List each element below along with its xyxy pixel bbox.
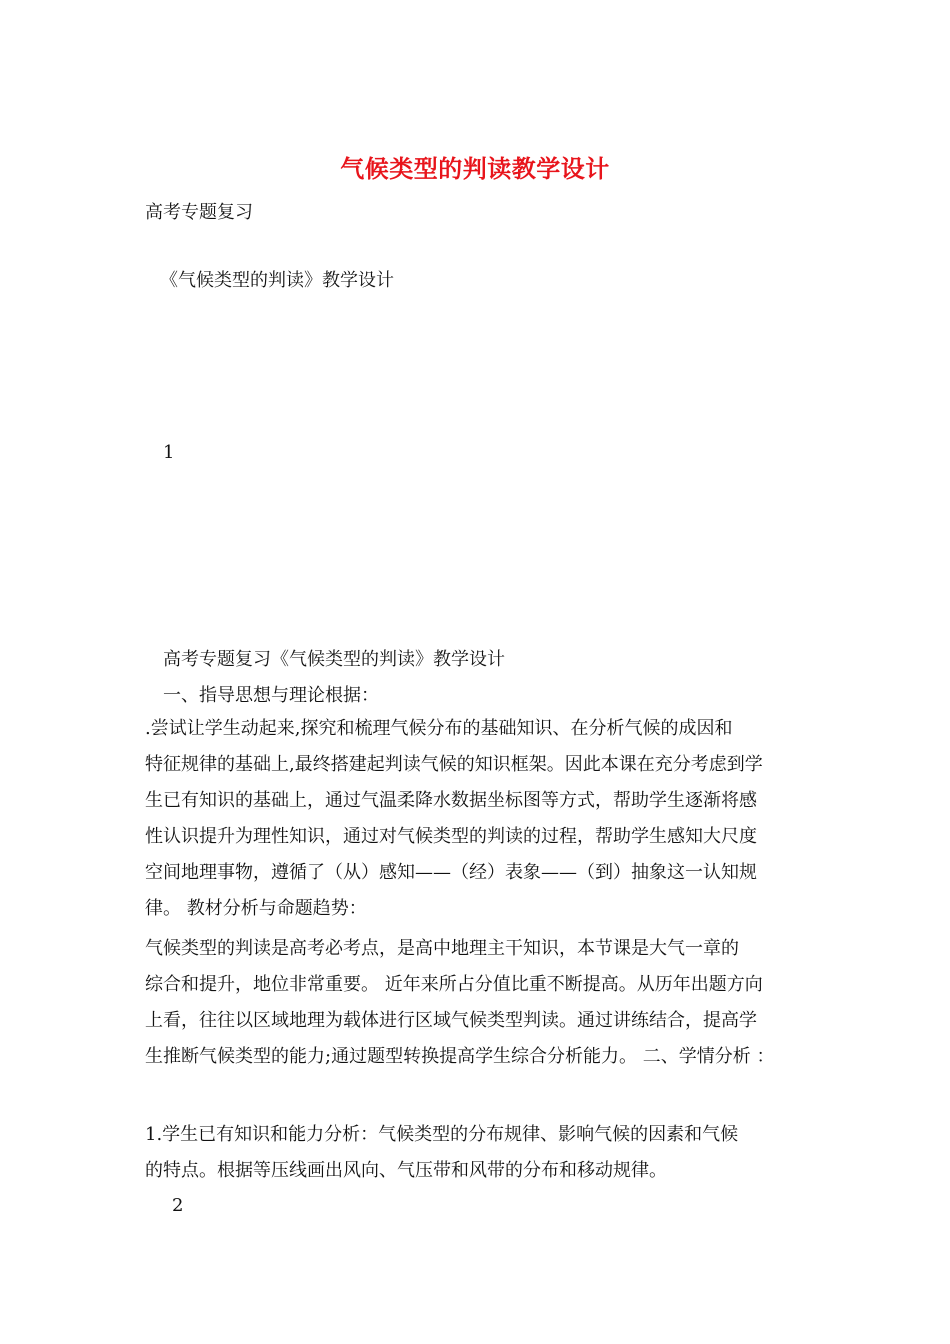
paragraph-line: 气候类型的判读是高考必考点，是高中地理主干知识，本节课是大气一章的 xyxy=(145,938,739,959)
paragraph-line: 1.学生已有知识和能力分析：气候类型的分布规律、影响气候的因素和气候 xyxy=(145,1124,739,1145)
document-subtitle: 高考专题复习 xyxy=(145,202,253,223)
document-title: 气候类型的判读教学设计 xyxy=(340,155,610,183)
paragraph-textbook-analysis xyxy=(145,931,825,1075)
section-1-heading: 一、指导思想与理论根据： xyxy=(163,685,379,706)
paragraph-line: 性认识提升为理性知识，通过对气候类型的判读的过程，帮助学生感知大尺度 xyxy=(145,826,757,847)
paragraph-guiding-ideas xyxy=(145,711,825,927)
paragraph-line: 上看，往往以区域地理为载体进行区域气候类型判读。通过讲练结合，提高学 xyxy=(145,1010,757,1031)
page-number: 2 xyxy=(172,1195,184,1216)
paragraph-line: 生已有知识的基础上，通过气温柔降水数据坐标图等方式，帮助学生逐渐将感 xyxy=(145,790,757,811)
paragraph-line: 空间地理事物，遵循了（从）感知——（经）表象——（到）抽象这一认知规 xyxy=(145,862,757,883)
lesson-title: 《气候类型的判读》教学设计 xyxy=(160,270,394,291)
paragraph-line: .尝试让学生动起来,探究和梳理气候分布的基础知识、在分析气候的成因和 xyxy=(145,718,733,739)
paragraph-line: 律。 教材分析与命题趋势： xyxy=(145,898,367,919)
paragraph-line: 的特点。根据等压线画出风向、气压带和风带的分布和移动规律。 xyxy=(145,1160,667,1181)
paragraph-line: 特征规律的基础上,最终搭建起判读气候的知识框架。因此本课在充分考虑到学 xyxy=(145,754,763,775)
paragraph-line: 生推断气候类型的能力;通过题型转换提高学生综合分析能力。 二、学情分析 ： xyxy=(145,1046,775,1067)
page-number: 1 xyxy=(163,442,175,463)
section-heading: 高考专题复习《气候类型的判读》教学设计 xyxy=(163,649,505,670)
paragraph-student-analysis xyxy=(145,1117,825,1189)
paragraph-line: 综合和提升，地位非常重要。 近年来所占分值比重不断提高。从历年出题方向 xyxy=(145,974,763,995)
